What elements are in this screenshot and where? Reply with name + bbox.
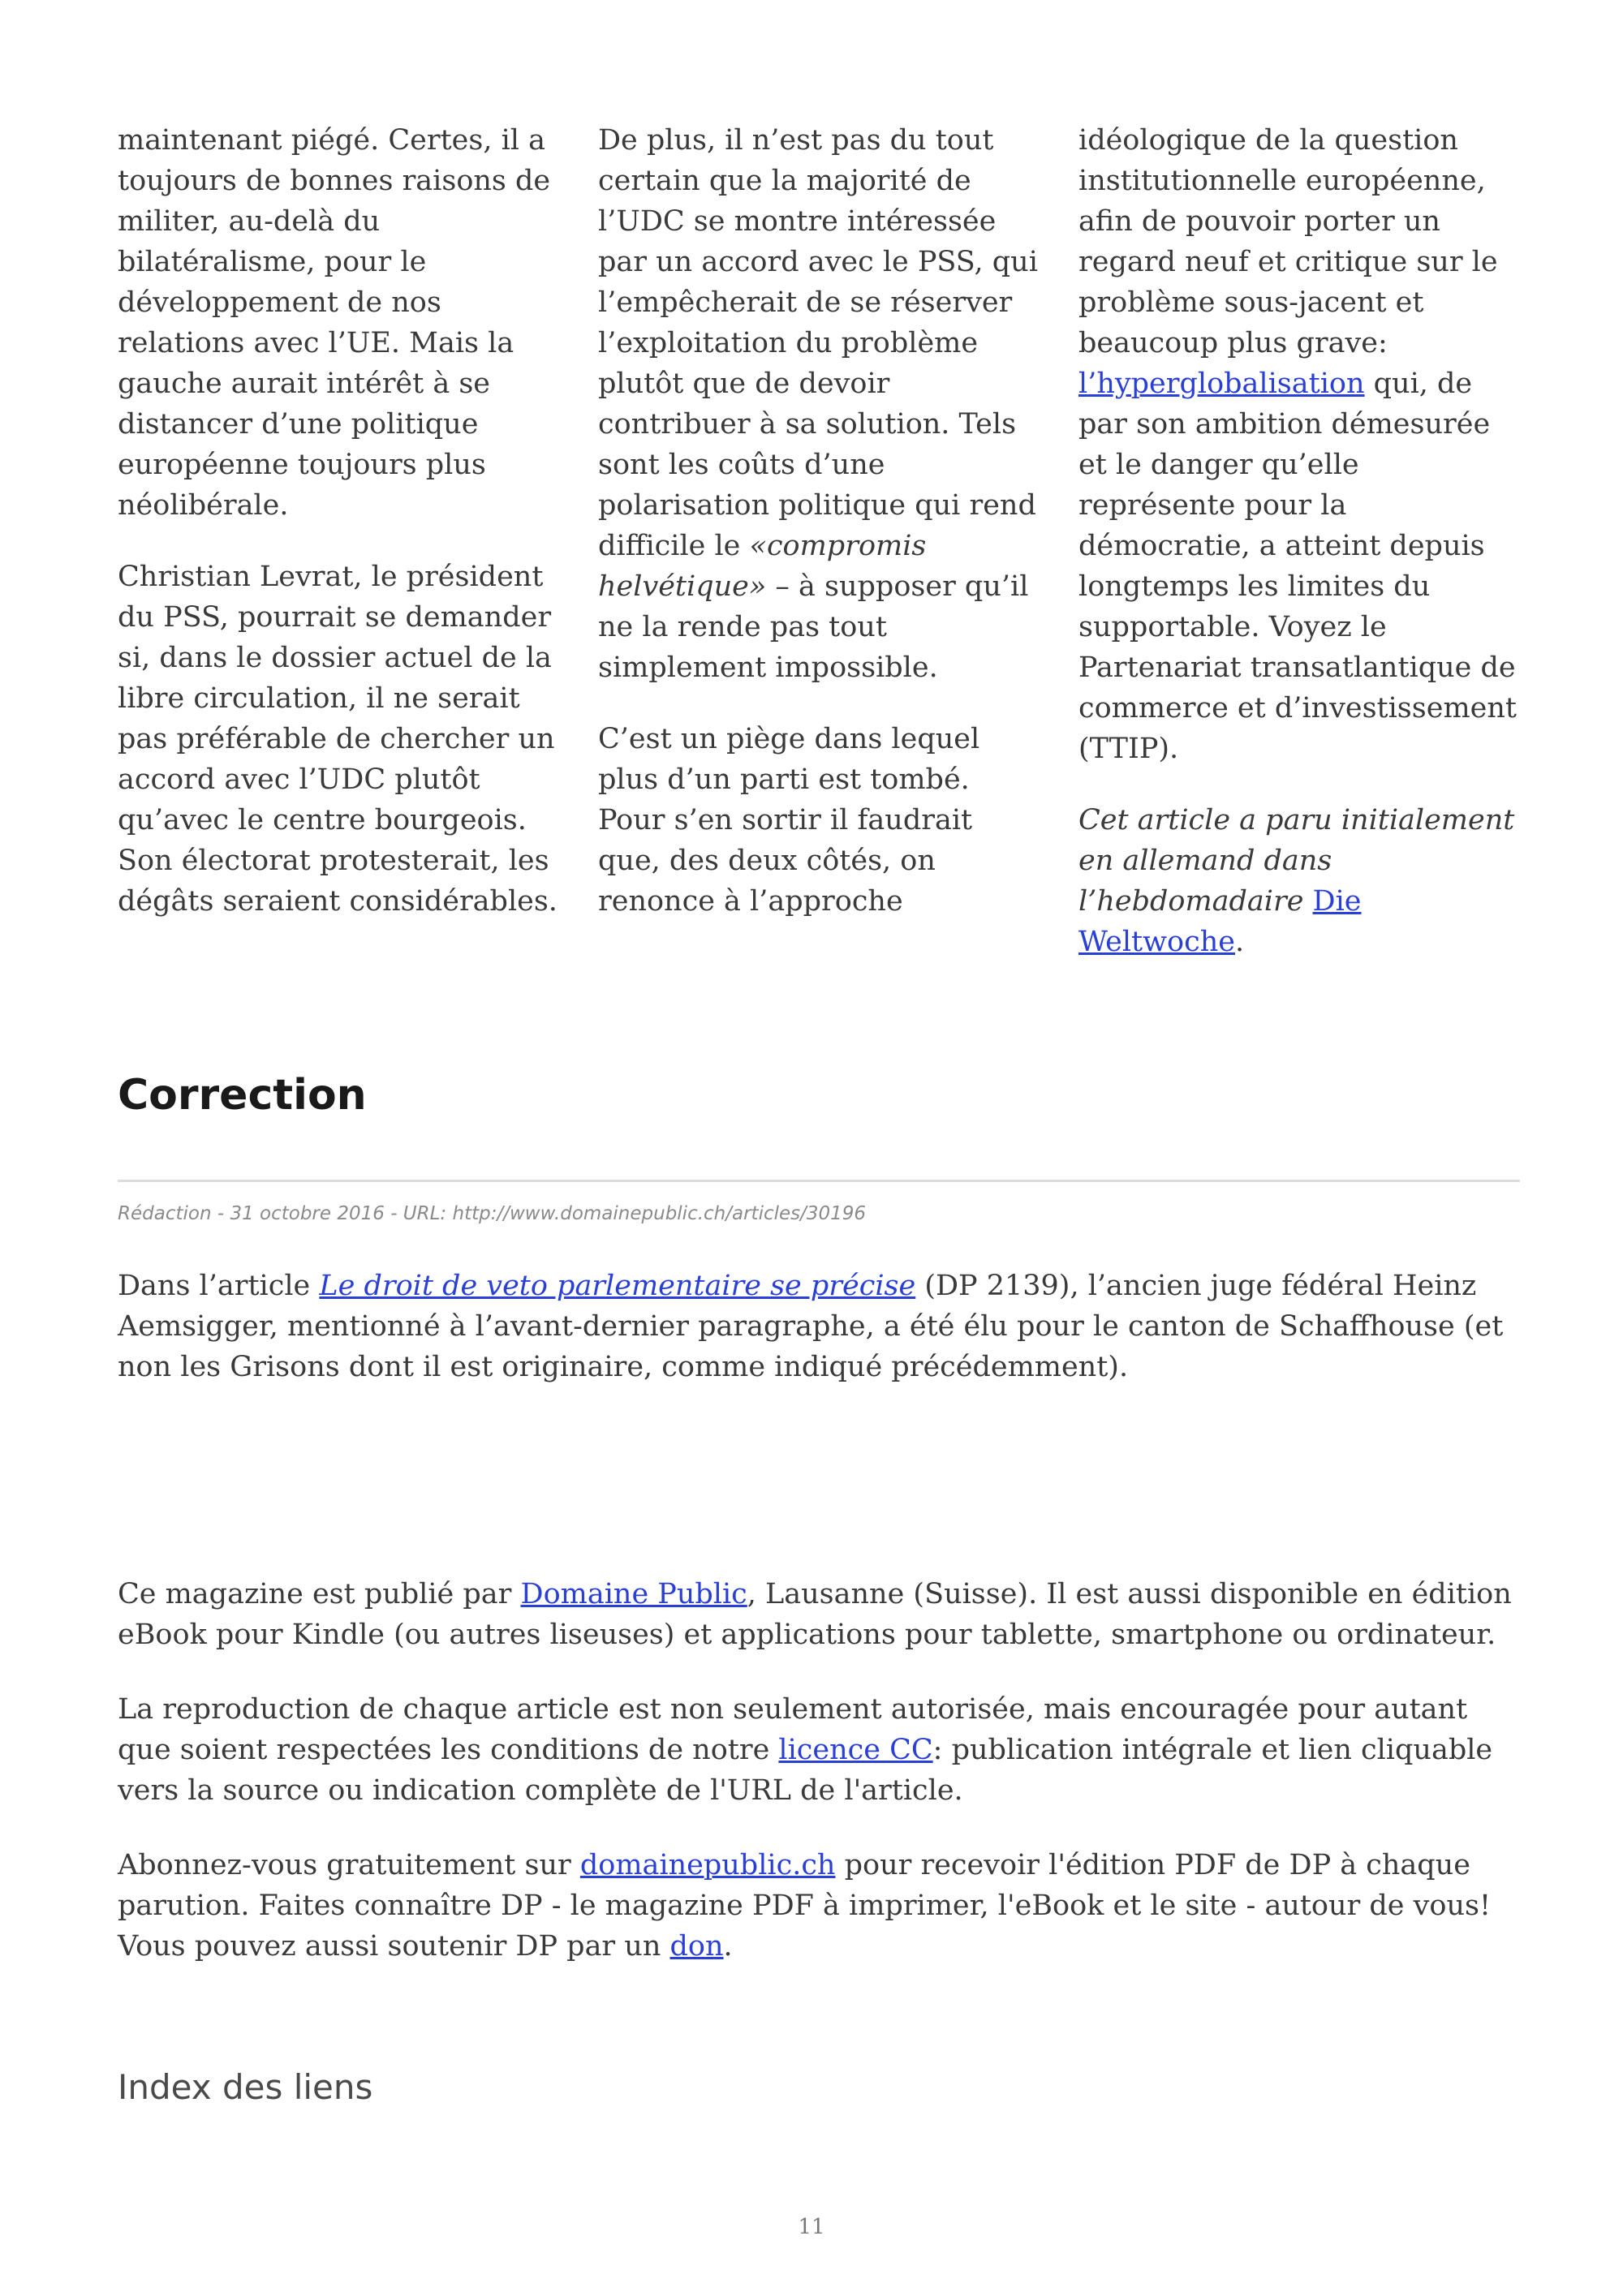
text: : publication intégrale et lien cliquable vers la source ou indication complète de l'URL de l'article. (118, 1734, 1493, 1807)
link-hyperglobalisation[interactable]: l’hyperglobalisation (1078, 368, 1365, 400)
paragraph (118, 1845, 1520, 1967)
text: idéologique de la question institutionnelle européenne, afin de pouvoir porter un regard neuf et critique sur le problème sous-jacent et beaucoup plus grave: (1078, 124, 1498, 359)
link-domaine-public[interactable]: Domaine Public (520, 1578, 747, 1610)
article-meta: Rédaction - 31 octobre 2016 - URL: http://www.domainepublic.ch/articles/30196 (118, 1203, 867, 1224)
text: qui, de par son ambition démesurée et le danger qu’elle représente pour la démocratie, a atteint depuis longtemps les limites du supportable. Voyez le Partenariat transatlantique de commerce et d’investissement (TTIP). (1078, 368, 1517, 765)
text: De plus, il n’est pas du tout certain que la majorité de l’UDC se montre intéressée par un accord avec le PSS, qui l’empêcherait de se réserver l’exploitation du problème plutôt que de devoir contribuer à sa solution. Tels sont les coûts d’une polarisation politique qui rend difficile le (598, 124, 1038, 562)
publisher-info (118, 1574, 1520, 2001)
paragraph (118, 1266, 1520, 1387)
link-domainepublic[interactable]: domainepublic.ch (579, 1849, 836, 1881)
page-number: 11 (798, 2215, 825, 2239)
paragraph: maintenant piégé. Certes, il a toujours de bonnes raisons de militer, au-delà du bilatéralisme, pour le développement de nos relations avec l’UE. Mais la gauche aurait intérêt à se distancer d’une politique européenne toujours plus néolibérale. (118, 124, 551, 522)
text: Dans l’article (118, 1270, 320, 1302)
column-1 (118, 120, 559, 993)
correction-title: Correction (118, 1071, 367, 1120)
index-title: Index des liens (118, 2067, 373, 2107)
text: . (1234, 926, 1245, 958)
paragraph (598, 120, 1040, 688)
text: Ce magazine est publié par (118, 1578, 521, 1610)
quote-compromis: «compromis helvétique» (598, 530, 927, 603)
text: La reproduction de chaque article est non seulement autorisée, mais encouragée pour autant que soient respectées les conditions de notre (118, 1693, 1468, 1766)
text: (DP 2139), l’ancien juge fédéral Heinz Aemsigger, mentionné à l’avant-dernier paragraphe, a été élu pour le canton de Schaffhouse (et non les Grisons dont il est originaire, comme indiqué précédemment). (118, 1270, 1504, 1383)
text: . (723, 1930, 733, 1963)
text: pour recevoir l'édition PDF de DP à chaque parution. Faites connaître DP - le magazine PDF à imprimer, l'eBook et le site - autour de vous! Vous pouvez aussi soutenir DP par un (118, 1849, 1492, 1963)
paragraph (118, 1574, 1520, 1655)
link-licence-cc[interactable]: licence CC (778, 1734, 933, 1766)
paragraph: Christian Levrat, le président du PSS, pourrait se demander si, dans le dossier actuel de la libre circulation, il ne serait pas préférable de chercher un accord avec l’UDC plutôt qu’avec le centre bourgeois. Son électorat protesterait, les dégâts seraient considérables. (118, 561, 558, 918)
text: Abonnez-vous gratuitement sur (118, 1849, 580, 1881)
paragraph: C’est un piège dans lequel plus d’un parti est tombé. Pour s’en sortir il faudrait que, des deux côtés, on renonce à l’approche (598, 723, 980, 918)
paragraph (118, 1689, 1520, 1811)
column-3 (1078, 120, 1520, 993)
text: – à supposer qu’il ne la rende pas tout simplement impossible. (598, 570, 1029, 684)
link-droit-de-veto[interactable]: Le droit de veto parlementaire se précise (319, 1270, 916, 1302)
paragraph (1078, 120, 1520, 769)
divider (118, 1180, 1520, 1182)
correction-body (118, 1266, 1520, 1421)
text: , Lausanne (Suisse). Il est aussi disponible en édition eBook pour Kindle (ou autres liseuses) et applications pour tablette, smartphone ou ordinateur. (118, 1578, 1512, 1651)
source-note (1078, 800, 1520, 962)
text: Cet article a paru initialement en allemand dans l’hebdomadaire (1078, 804, 1515, 918)
article-columns (118, 120, 1520, 993)
column-2 (598, 120, 1040, 993)
link-don[interactable]: don (669, 1930, 724, 1963)
link-die-weltwoche[interactable]: Die Weltwoche (1078, 885, 1362, 958)
